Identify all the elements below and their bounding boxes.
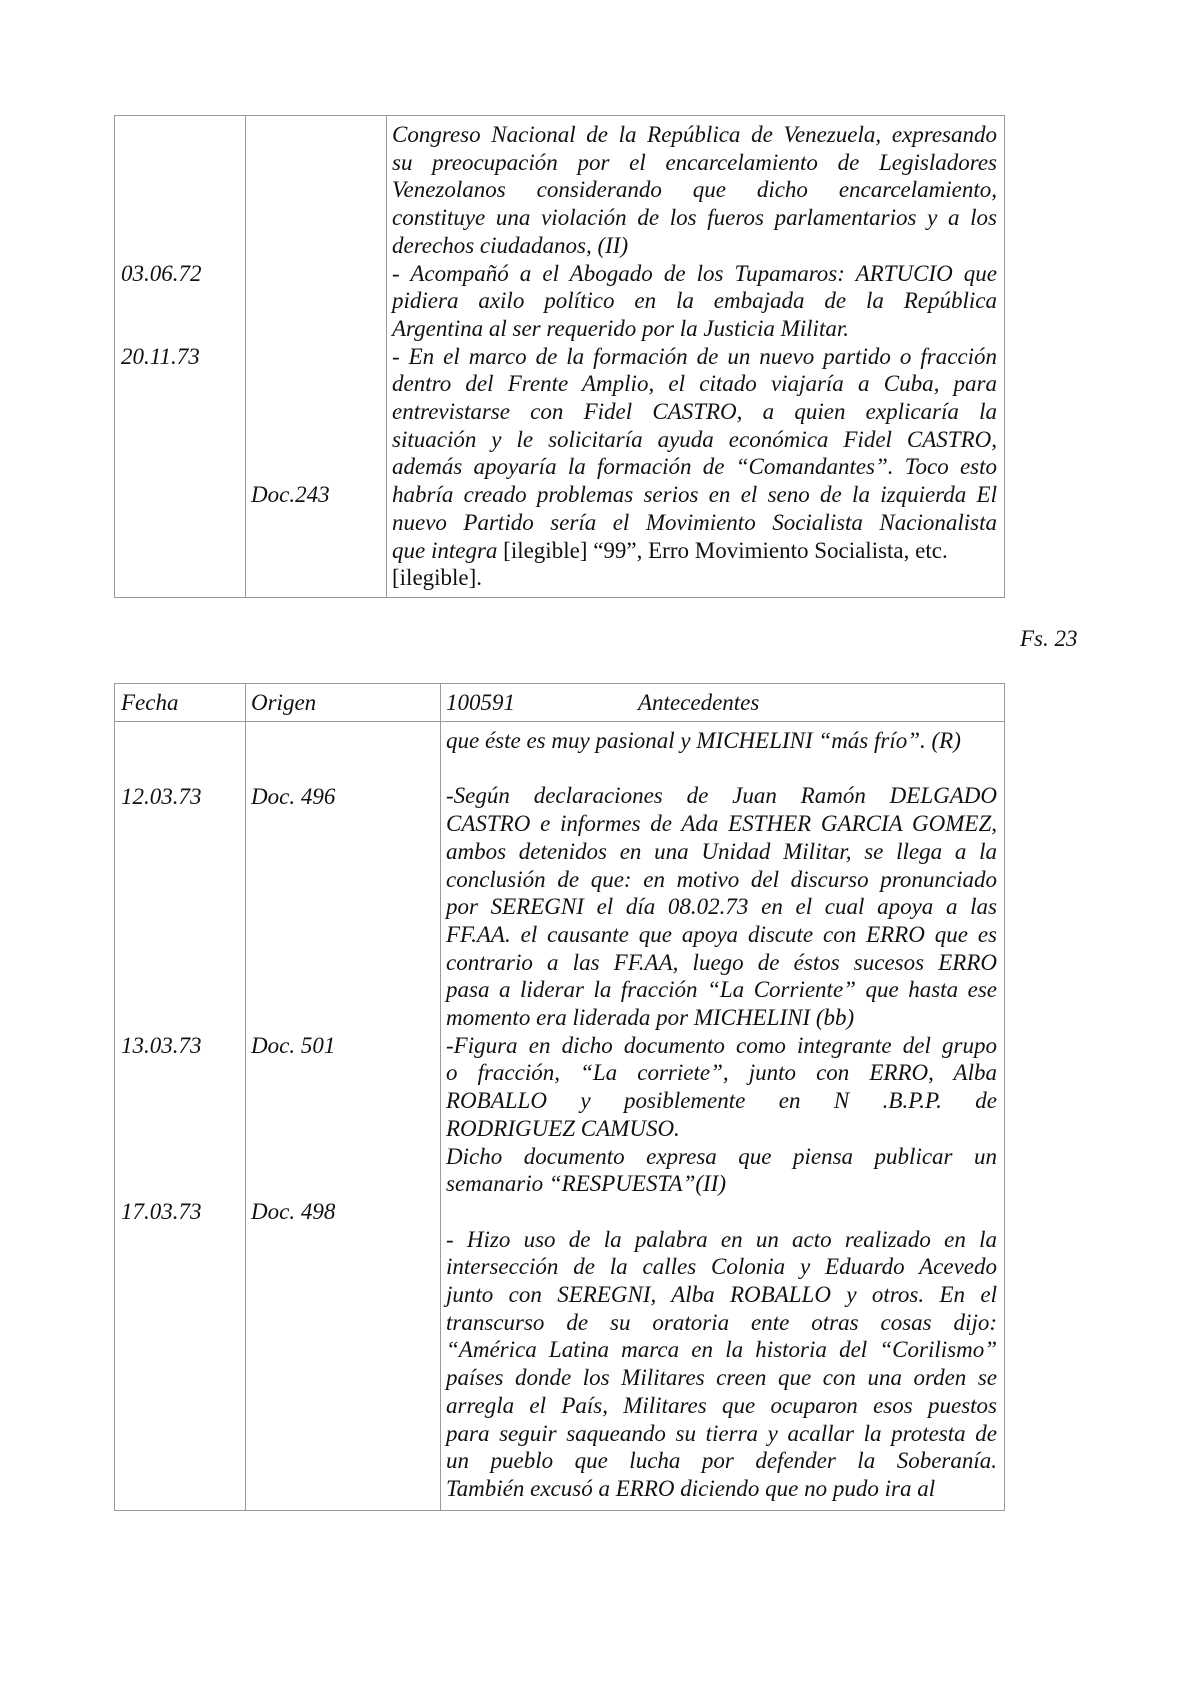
text-segment: nuevo Partido sería el Movimiento Socialista Nacionalista xyxy=(392,509,997,535)
text-segment: entrevistarse con Fidel CASTRO, a quien explicaría la xyxy=(392,399,997,425)
text-segment: derechos ciudadanos, (II) xyxy=(392,232,629,258)
record-table-continued xyxy=(114,115,1005,598)
text-line xyxy=(392,260,997,288)
text-segment: además apoyaría la formación de “Comandantes”. Toco esto xyxy=(392,454,997,480)
text-line xyxy=(392,370,997,398)
header-origen: Origen xyxy=(251,690,317,715)
text-line: FF.AA. el causante que apoya discute con ERRO que es xyxy=(446,921,997,947)
column-divider xyxy=(440,684,441,1510)
origin-cell: Doc.243 xyxy=(251,482,330,507)
origin-cell: Doc. 498 xyxy=(251,1199,336,1224)
text-segment: dentro del Frente Amplio, el citado viajaría a Cuba, para xyxy=(392,371,997,397)
text-line xyxy=(392,426,997,454)
text-segment: que integra xyxy=(392,537,498,563)
text-line xyxy=(392,315,997,343)
text-line xyxy=(392,149,997,177)
text-line: -Según declaraciones de Juan Ramón DELGADO xyxy=(446,783,997,809)
origin-cell: Doc. 496 xyxy=(251,784,336,809)
text-segment: - En el marco de la formación de un nuevo partido o fracción xyxy=(392,343,997,369)
text-line xyxy=(392,509,997,537)
text-line: intersección de la calles Colonia y Eduardo Acevedo xyxy=(446,1254,997,1280)
text-line: ROBALLO y posiblemente en N .B.P.P. de xyxy=(446,1088,997,1114)
origin-cell: Doc. 501 xyxy=(251,1033,336,1058)
text-line: RODRIGUEZ CAMUSO. xyxy=(446,1115,680,1141)
text-line: que éste es muy pasional y MICHELINI “más frío”. (R) xyxy=(446,728,961,753)
text-line: junto con SEREGNI, Alba ROBALLO y otros. En el xyxy=(446,1282,997,1308)
text-line: - Hizo uso de la palabra en un acto realizado en la xyxy=(446,1226,997,1252)
illegible-segment: [ilegible]. xyxy=(392,565,483,591)
date-cell: 13.03.73 xyxy=(121,1033,202,1058)
text-line xyxy=(392,204,997,232)
illegible-segment: [ilegible] “99”, Erro Movimiento Socialista, etc. xyxy=(497,537,948,563)
text-line: para seguir saqueando su tierra y acallar la protesta de xyxy=(446,1420,997,1446)
text-segment: Argentina al ser requerido por la Justicia Militar. xyxy=(392,315,849,341)
text-line: conclusión de que: en motivo del discurso pronunciado xyxy=(446,866,997,892)
page-number: Fs. 23 xyxy=(1020,626,1078,651)
record-table xyxy=(114,683,1005,1511)
text-line: por SEREGNI el día 08.02.73 en el cual apoya a las xyxy=(446,894,997,920)
text-line xyxy=(392,232,997,260)
text-line: semanario “RESPUESTA”(II) xyxy=(446,1171,727,1197)
text-line xyxy=(392,537,997,565)
header-fecha: Fecha xyxy=(121,690,179,715)
header-antecedentes: Antecedentes xyxy=(638,690,760,715)
header-record-number: 100591 xyxy=(446,690,515,715)
text-line: -Figura en dicho documento como integrante del grupo xyxy=(446,1032,997,1058)
text-line: “América Latina marca en la historia del “Corilismo” xyxy=(446,1337,997,1363)
text-line: momento era liderada por MICHELINI (bb) xyxy=(446,1005,855,1031)
text-segment: pidiera axilo político en la embajada de la República xyxy=(392,288,997,314)
text-line: o fracción, “La corriete”, junto con ERRO, Alba xyxy=(446,1060,997,1086)
text-line xyxy=(392,453,997,481)
text-line xyxy=(446,755,997,783)
text-segment: - Acompañó a el Abogado de los Tupamaros: ARTUCIO que xyxy=(392,260,997,286)
text-segment: constituye una violación de los fueros parlamentarios y a los xyxy=(392,205,997,231)
text-line xyxy=(392,176,997,204)
text-segment: habría creado problemas serios en el seno de la izquierda El xyxy=(392,482,997,508)
text-line: transcurso de su oratoria ente otras cosas dijo: xyxy=(446,1309,997,1335)
date-cell: 17.03.73 xyxy=(121,1199,202,1224)
antecedentes-text xyxy=(446,727,997,1503)
text-segment: su preocupación por el encarcelamiento de Legisladores xyxy=(392,149,997,175)
text-segment: Congreso Nacional de la República de Venezuela, expresando xyxy=(392,122,997,147)
text-line: países donde los Militares creen que con una orden se xyxy=(446,1365,997,1391)
column-divider xyxy=(245,116,246,597)
text-line xyxy=(392,398,997,426)
antecedentes-text xyxy=(392,121,997,592)
text-line: contrario a las FF.AA, luego de éstos sucesos ERRO xyxy=(446,949,997,975)
text-line: Dicho documento expresa que piensa publicar un xyxy=(446,1143,997,1169)
text-line xyxy=(392,287,997,315)
text-line xyxy=(392,121,997,149)
header-divider xyxy=(115,721,1004,722)
date-cell: 03.06.72 xyxy=(121,261,202,286)
column-divider xyxy=(386,116,387,597)
text-line: También excusó a ERRO diciendo que no pudo ira al xyxy=(446,1475,936,1501)
date-cell: 20.11.73 xyxy=(121,344,200,369)
text-line: pasa a liderar la fracción “La Corriente” que hasta ese xyxy=(446,977,997,1003)
text-segment: situación y le solicitaría ayuda económica Fidel CASTRO, xyxy=(392,426,997,452)
text-line: un pueblo que lucha por defender la Soberanía. xyxy=(446,1448,997,1474)
text-line: CASTRO e informes de Ada ESTHER GARCIA GOMEZ, xyxy=(446,811,997,837)
text-line xyxy=(392,343,997,371)
text-line xyxy=(392,564,997,592)
text-line: ambos detenidos en una Unidad Militar, se llega a la xyxy=(446,838,997,864)
text-line xyxy=(446,1198,997,1226)
text-segment: Venezolanos considerando que dicho encarcelamiento, xyxy=(392,177,997,203)
text-line xyxy=(392,481,997,509)
column-divider xyxy=(245,684,246,1510)
date-cell: 12.03.73 xyxy=(121,784,202,809)
text-line: arregla el País, Militares que ocuparon esos puestos xyxy=(446,1392,997,1418)
